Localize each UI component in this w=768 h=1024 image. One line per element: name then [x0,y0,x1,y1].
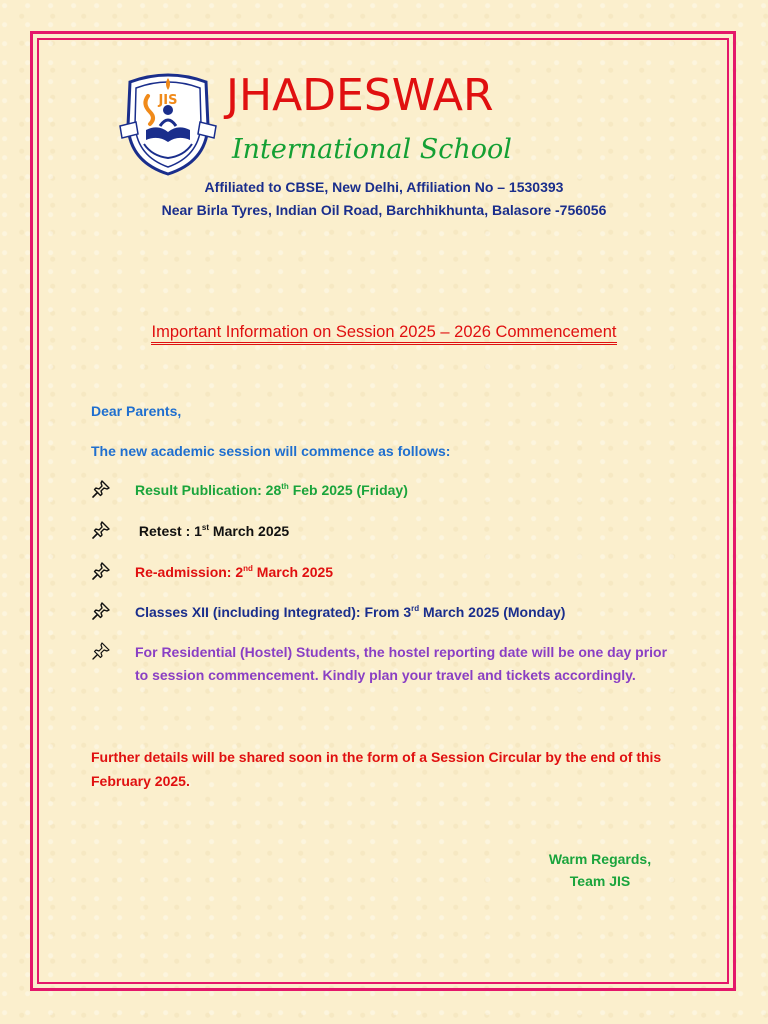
item-text-pre: Classes XII (including Integrated): From 3 [135,604,412,620]
item-text-sup: st [201,523,210,532]
item-text-post: March 2025 [252,564,334,580]
result-publication-text [135,479,675,502]
classes-xii-text [135,601,675,624]
pushpin-icon [91,601,111,621]
logo-text: JIS [158,93,178,108]
signoff: Team JIS [569,873,631,889]
school-crest-icon [116,70,220,178]
greeting: Dear Parents, [91,403,182,419]
address-line: Near Birla Tyres, Indian Oil Road, Barchhikhunta, Balasore -756056 [161,202,607,218]
item-text-post: March 2025 (Monday) [419,604,566,620]
item-text-sup: rd [411,604,420,613]
item-text-pre: Result Publication: 28 [135,482,282,498]
item-text-post: Feb 2025 (Friday) [288,482,408,498]
item-text-sup: th [281,482,289,491]
item-text-post: March 2025 [209,523,290,539]
item-text-sup: nd [243,564,253,573]
item-text-pre: Re-admission: 2 [135,564,244,580]
pushpin-icon [91,479,111,499]
further-details: Further details will be shared soon in the form of a Session Circular by the end of this February 2025. [91,749,662,789]
notice-title [0,320,768,344]
retest-text [135,520,675,543]
affiliation-line: Affiliated to CBSE, New Delhi, Affiliation No – 1530393 [204,179,564,195]
warm-regards: Warm Regards, [548,851,652,867]
school-name: JHADESWAR [226,70,494,121]
hostel-note-text: For Residential (Hostel) Students, the hostel reporting date will be one day prior to session commencement. Kindly plan your travel and tickets accordingly. [135,644,668,683]
item-text-pre: Retest : 1 [135,523,202,539]
pushpin-icon [91,641,111,661]
school-subtitle: International School [232,134,512,165]
readmission-text [135,561,675,584]
notice-title-text: Important Information on Session 2025 – 2026 Commencement [151,323,616,345]
pushpin-icon [91,561,111,581]
pushpin-icon [91,520,111,540]
intro-line: The new academic session will commence as follows: [91,443,451,459]
